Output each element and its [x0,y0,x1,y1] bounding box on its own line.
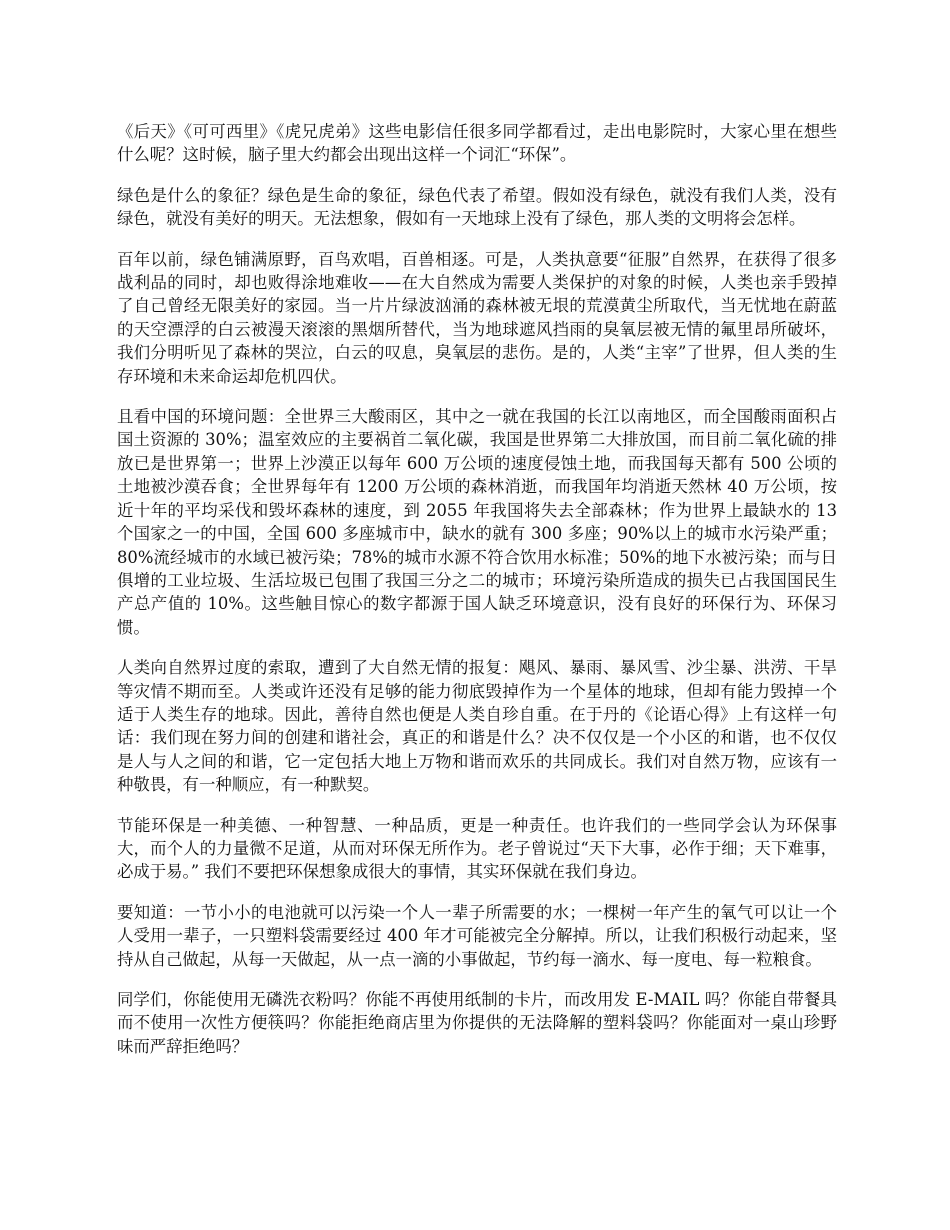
paragraph-2: 绿色是什么的象征？绿色是生命的象征，绿色代表了希望。假如没有绿色，就没有我们人类，没有绿色，就没有美好的明天。无法想象，假如有一天地球上没有了绿色，那人类的文明将会怎样。 [117,185,837,229]
paragraph-5: 人类向自然界过度的索取，遭到了大自然无情的报复：飓风、暴雨、暴风雪、沙尘暴、洪涝、干旱等灾情不期而至。人类或许还没有足够的能力彻底毁掉作为一个星体的地球，但却有能力毁掉一个适于人类生存的地球。因此，善待自然也便是人类自珍自重。在于丹的《论语心得》上有这样一句话：我们现在努力间的创建和谐社会，真正的和谐是什么？决不仅仅是一个小区的和谐，也不仅仅是人与人之间的和谐，它一定包括大地上万物和谐而欢乐的共同成长。我们对自然万物，应该有一种敬畏，有一种顺应，有一种默契。 [117,658,837,795]
paragraph-8: 同学们，你能使用无磷洗衣粉吗？你能不再使用纸制的卡片，而改用发 E-MAIL 吗？你能自带餐具而不使用一次性方便筷吗？你能拒绝商店里为你提供的无法降解的塑料袋吗？你能面对一桌山珍野味而严辞拒绝吗？ [117,990,837,1056]
paragraph-3: 百年以前，绿色铺满原野，百鸟欢唱，百兽相逐。可是，人类执意要“征服”自然界，在获得了很多战利品的同时，却也败得涂地难收——在大自然成为需要人类保护的对象的时候，人类也亲手毁掉了自己曾经无限美好的家园。当一片片绿波汹涌的森林被无垠的荒漠黄尘所取代，当无忧地在蔚蓝的天空漂浮的白云被漫天滚滚的黑烟所替代，当为地球遮风挡雨的臭氧层被无情的氟里昂所破坏，我们分明听见了森林的哭泣，白云的叹息，臭氧层的悲伤。是的，人类“主宰”了世界，但人类的生存环境和未来命运却危机四伏。 [117,249,837,386]
paragraph-7: 要知道：一节小小的电池就可以污染一个人一辈子所需要的水；一棵树一年产生的氧气可以让一个人受用一辈子，一只塑料袋需要经过 400 年才可能被完全分解掉。所以，让我们积极行动起来，坚持从自己做起，从每一天做起，从一点一滴的小事做起，节约每一滴水、每一度电、每一粒粮食。 [117,902,837,969]
document-body [117,120,837,1075]
paragraph-1: 《后天》《可可西里》《虎兄虎弟》这些电影信任很多同学都看过，走出电影院时，大家心里在想些什么呢？这时候，脑子里大约都会出现出这样一个词汇“环保”。 [117,122,837,165]
paragraph-4: 且看中国的环境问题：全世界三大酸雨区，其中之一就在我国的长江以南地区，而全国酸雨面积占国土资源的 30%；温室效应的主要祸首二氧化碳，我国是世界第二大排放国，而目前二氧化硫的排放已是世界第一；世界上沙漠正以每年 600 万公顷的速度侵蚀土地，而我国每天都有 500 公顷的土地被沙漠吞食；全世界每年有 1200 万公顷的森林消逝，而我国年均消逝天然林 40 万公顷，按近十年的平均采伐和毁坏森林的速度，到 2055 年我国将失去全部森林；作为世界上最缺水的 13 个国家之一的中国，全国 600 多座城市中，缺水的就有 300 多座；90%以上的城市水污染严重；80%流经城市的水域已被污染；78%的城市水源不符合饮用水标准；50%的地下水被污染；而与日俱增的工业垃圾、生活垃圾已包围了我国三分之二的城市；环境污染所造成的损失已占我国国民生产总产值的 10%。这些触目惊心的数字都源于国人缺乏环境意识，没有良好的环保行为、环保习惯。 [117,407,837,637]
paragraph-6: 节能环保是一种美德、一种智慧、一种品质，更是一种责任。也许我们的一些同学会认为环保事大，而个人的力量微不足道，从而对环保无所作为。老子曾说过“天下大事，必作于细；天下难事，必成于易。” 我们不要把环保想象成很大的事情，其实环保就在我们身边。 [117,815,837,882]
